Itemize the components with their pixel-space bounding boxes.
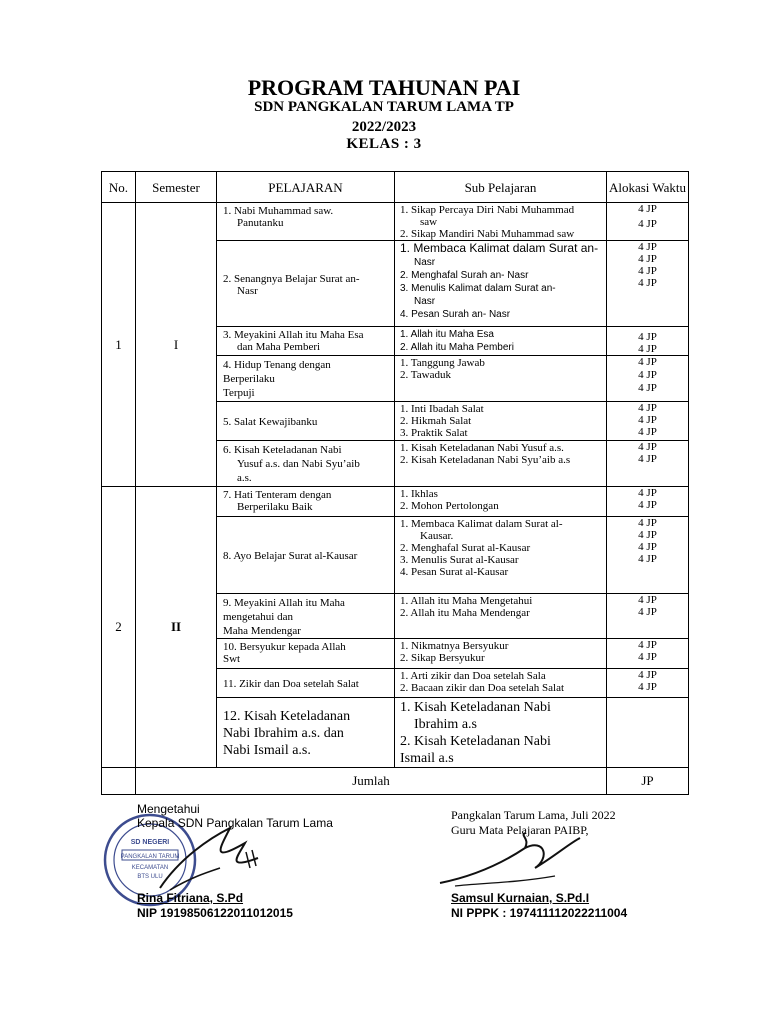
sub-line: 1. Ikhlas xyxy=(400,488,438,500)
sub-line: 1. Nikmatnya Bersyukur xyxy=(400,640,509,652)
sub-line: 1. Sikap Percaya Diri Nabi Muhammad xyxy=(400,204,575,216)
jp-value: 4 JP xyxy=(638,343,657,355)
signature-scribble-left xyxy=(150,818,270,898)
header-alokasi: Alokasi Waktu xyxy=(607,172,689,203)
principal-name: Rina Fitriana, S.Pd xyxy=(137,891,244,905)
sub-cell xyxy=(395,487,607,517)
jp-value: 4 JP xyxy=(638,426,657,438)
jp-value: 4 JP xyxy=(638,218,657,230)
semester-1: I xyxy=(136,203,217,487)
pel-line: 4. Hidup Tenang dengan xyxy=(223,359,331,371)
teacher-nip: NI PPPK : 197411112022211004 xyxy=(451,906,628,920)
total-blank xyxy=(102,768,136,795)
sub-line: Nasr xyxy=(414,296,436,307)
header-no: No. xyxy=(102,172,136,203)
sub-line: 4. Pesan Surat al-Kausar xyxy=(400,566,509,578)
jp-value: 4 JP xyxy=(638,402,657,414)
sub-line: 2. Bacaan zikir dan Doa setelah Salat xyxy=(400,682,565,694)
table-row xyxy=(102,487,689,517)
pel-line: 2. Senangnya Belajar Surat an- xyxy=(223,272,360,285)
sub-line: 1. Tanggung Jawab xyxy=(400,357,485,369)
sub-line: saw xyxy=(420,216,438,228)
stamp-text: SD NEGERI xyxy=(130,839,170,846)
stamp-text: BTS ULU xyxy=(137,874,163,880)
sub-line: 1. Allah itu Maha Mengetahui xyxy=(400,595,533,607)
jp-value: 4 JP xyxy=(638,517,657,529)
sub-cell xyxy=(395,594,607,639)
row-number-2: 2 xyxy=(102,487,136,768)
pel-line: 12. Kisah Keteladanan xyxy=(223,709,351,724)
pel-line: Swt xyxy=(223,653,241,665)
jp-value: 4 JP xyxy=(638,606,657,618)
total-value: JP xyxy=(607,768,689,795)
alokasi-cell xyxy=(607,517,689,594)
jp-value: 4 JP xyxy=(638,681,657,693)
jp-value: 4 JP xyxy=(638,382,657,394)
alokasi-cell xyxy=(607,594,689,639)
pelajaran-cell xyxy=(217,639,395,669)
table-header-row xyxy=(102,172,689,203)
sub-line: 2. Menghafal Surah an- Nasr xyxy=(400,270,529,281)
pel-line: 11. Zikir dan Doa setelah Salat xyxy=(223,678,359,690)
sub-cell xyxy=(395,639,607,669)
jp-value: 4 JP xyxy=(638,499,657,511)
signature-left-block xyxy=(137,802,333,830)
sub-line: 3. Menulis Kalimat dalam Surat an- xyxy=(400,283,556,294)
sig-right-line2: Guru Mata Pelajaran PAIBP, xyxy=(451,823,589,837)
header-semester: Semester xyxy=(136,172,217,203)
semester-2: II xyxy=(136,487,217,768)
jp-value: 4 JP xyxy=(638,369,657,381)
sub-line: Ibrahim a.s xyxy=(414,717,477,732)
alokasi-cell xyxy=(607,441,689,487)
pel-line: a.s. xyxy=(237,472,252,484)
pel-line: Panutanku xyxy=(237,217,284,229)
header-pelajaran: PELAJARAN xyxy=(217,172,395,203)
sub-line: Kausar. xyxy=(420,530,454,542)
alokasi-cell xyxy=(607,356,689,402)
sig-left-line2: Kepala SDN Pangkalan Tarum Lama xyxy=(137,816,333,830)
sub-line: Ismail a.s xyxy=(400,751,454,766)
pel-line: 7. Hati Tenteram dengan xyxy=(223,489,332,501)
jp-value: 4 JP xyxy=(638,253,657,265)
sub-cell xyxy=(395,669,607,698)
sub-line: 1. Kisah Keteladanan Nabi xyxy=(400,700,551,715)
jp-value: 4 JP xyxy=(638,414,657,426)
sub-line: 2. Menghafal Surat al-Kausar xyxy=(400,542,531,554)
total-label: Jumlah xyxy=(136,768,607,795)
program-table xyxy=(101,171,689,795)
pel-line: dan Maha Pemberi xyxy=(237,341,321,353)
alokasi-cell xyxy=(607,327,689,356)
row-number-1: 1 xyxy=(102,203,136,487)
sub-line: 4. Pesan Surah an- Nasr xyxy=(400,309,511,320)
sub-line: 3. Praktik Salat xyxy=(400,427,468,439)
jp-value: 4 JP xyxy=(638,594,657,606)
pelajaran-cell xyxy=(217,698,395,768)
jp-value: 4 JP xyxy=(638,669,657,681)
teacher-name: Samsul Kurnaian, S.Pd.I xyxy=(451,891,590,905)
table-total-row xyxy=(102,768,689,795)
pelajaran-cell xyxy=(217,356,395,402)
sub-line: 2. Mohon Pertolongan xyxy=(400,500,499,512)
jp-value: 4 JP xyxy=(638,241,657,253)
pel-line: Yusuf a.s. dan Nabi Syu’aib xyxy=(237,458,360,470)
signature-scribble-right xyxy=(435,828,585,898)
jp-value: 4 JP xyxy=(638,553,657,565)
alokasi-cell xyxy=(607,241,689,327)
sub-line: 2. Hikmah Salat xyxy=(400,415,472,427)
pelajaran-cell xyxy=(217,669,395,698)
jp-value: 4 JP xyxy=(638,639,657,651)
sub-line: 2. Sikap Bersyukur xyxy=(400,652,485,664)
sub-line: 2. Kisah Keteladanan Nabi xyxy=(400,734,551,749)
sub-line: 2. Allah itu Maha Pemberi xyxy=(400,342,514,353)
sub-cell xyxy=(395,241,607,327)
sig-right-line1: Pangkalan Tarum Lama, Juli 2022 xyxy=(451,808,616,822)
sub-line: 1. Kisah Keteladanan Nabi Yusuf a.s. xyxy=(400,442,564,454)
jp-value: 4 JP xyxy=(638,277,657,289)
sub-line: 2. Kisah Keteladanan Nabi Syu’aib a.s xyxy=(400,454,571,466)
pelajaran-cell xyxy=(217,594,395,639)
sub-line: 1. Allah itu Maha Esa xyxy=(400,329,494,340)
sub-line: 3. Menulis Surat al-Kausar xyxy=(400,554,519,566)
pelajaran-cell xyxy=(217,203,395,241)
sig-left-line1: Mengetahui xyxy=(137,802,200,816)
jp-value: 4 JP xyxy=(638,203,657,215)
sub-line: 2. Allah itu Maha Mendengar xyxy=(400,607,530,619)
sub-cell xyxy=(395,203,607,241)
sub-cell xyxy=(395,402,607,441)
class-label: KELAS : 3 xyxy=(346,136,422,152)
alokasi-cell xyxy=(607,639,689,669)
pel-line: Terpuji xyxy=(223,387,255,399)
pel-line: Berperilaku xyxy=(223,373,275,385)
pelajaran-cell xyxy=(217,402,395,441)
jp-value: 4 JP xyxy=(638,265,657,277)
school-name: SDN PANGKALAN TARUM LAMA TP xyxy=(254,99,514,115)
pel-line: 3. Meyakini Allah itu Maha Esa xyxy=(223,329,364,341)
sub-cell xyxy=(395,698,607,768)
pel-line: 8. Ayo Belajar Surat al-Kausar xyxy=(223,550,358,562)
jp-value: 4 JP xyxy=(638,331,657,343)
sub-line: 1. Inti Ibadah Salat xyxy=(400,403,484,415)
pel-line: mengetahui dan xyxy=(223,611,293,623)
alokasi-cell xyxy=(607,487,689,517)
school-year: 2022/2023 xyxy=(351,119,417,135)
alokasi-cell xyxy=(607,203,689,241)
document-title: PROGRAM TAHUNAN PAI xyxy=(247,75,521,100)
alokasi-cell xyxy=(607,402,689,441)
jp-value: 4 JP xyxy=(638,441,657,453)
pel-line: Berperilaku Baik xyxy=(237,501,313,513)
sub-cell xyxy=(395,441,607,487)
pelajaran-cell xyxy=(217,517,395,594)
pel-line: 6. Kisah Keteladanan Nabi xyxy=(223,444,342,456)
sub-cell xyxy=(395,327,607,356)
table-row xyxy=(102,203,689,241)
pel-line: Nabi Ibrahim a.s. dan xyxy=(223,726,344,741)
jp-value: 4 JP xyxy=(638,651,657,663)
stamp-text: KECAMATAN xyxy=(131,865,169,871)
sub-line: 1. Membaca Kalimat dalam Surat an- xyxy=(400,241,599,255)
pelajaran-cell xyxy=(217,241,395,327)
pelajaran-cell xyxy=(217,441,395,487)
stamp-text: PANGKALAN TARUM xyxy=(120,854,180,860)
signature-right-block xyxy=(451,808,616,838)
sub-line: 1. Arti zikir dan Doa setelah Sala xyxy=(400,670,546,682)
pelajaran-cell xyxy=(217,487,395,517)
jp-value: 4 JP xyxy=(638,487,657,499)
principal-nip: NIP 1919850612201101​2015 xyxy=(137,906,293,920)
sub-line: 2. Sikap Mandiri Nabi Muhammad saw xyxy=(400,228,575,240)
jp-value: 4 JP xyxy=(638,529,657,541)
sub-line: 2. Tawaduk xyxy=(400,369,451,381)
pel-line: Nabi Ismail a.s. xyxy=(223,743,311,758)
pel-line: 9. Meyakini Allah itu Maha xyxy=(223,597,345,609)
sub-line: 1. Membaca Kalimat dalam Surat al- xyxy=(400,518,563,530)
pelajaran-cell xyxy=(217,327,395,356)
pel-line: 1. Nabi Muhammad saw. xyxy=(223,205,334,217)
pel-line: Nasr xyxy=(237,284,258,297)
sub-cell xyxy=(395,356,607,402)
pel-line: 10. Bersyukur kepada Allah xyxy=(223,641,346,653)
header-sub-pelajaran: Sub Pelajaran xyxy=(395,172,607,203)
jp-value: 4 JP xyxy=(638,541,657,553)
pel-line: 5. Salat Kewajibanku xyxy=(223,416,318,428)
sub-cell xyxy=(395,517,607,594)
pel-line: Maha Mendengar xyxy=(223,625,301,637)
jp-value: 4 JP xyxy=(638,453,657,465)
alokasi-cell xyxy=(607,669,689,698)
sub-line: Nasr xyxy=(414,257,436,268)
jp-value: 4 JP xyxy=(638,356,657,368)
alokasi-cell xyxy=(607,698,689,768)
